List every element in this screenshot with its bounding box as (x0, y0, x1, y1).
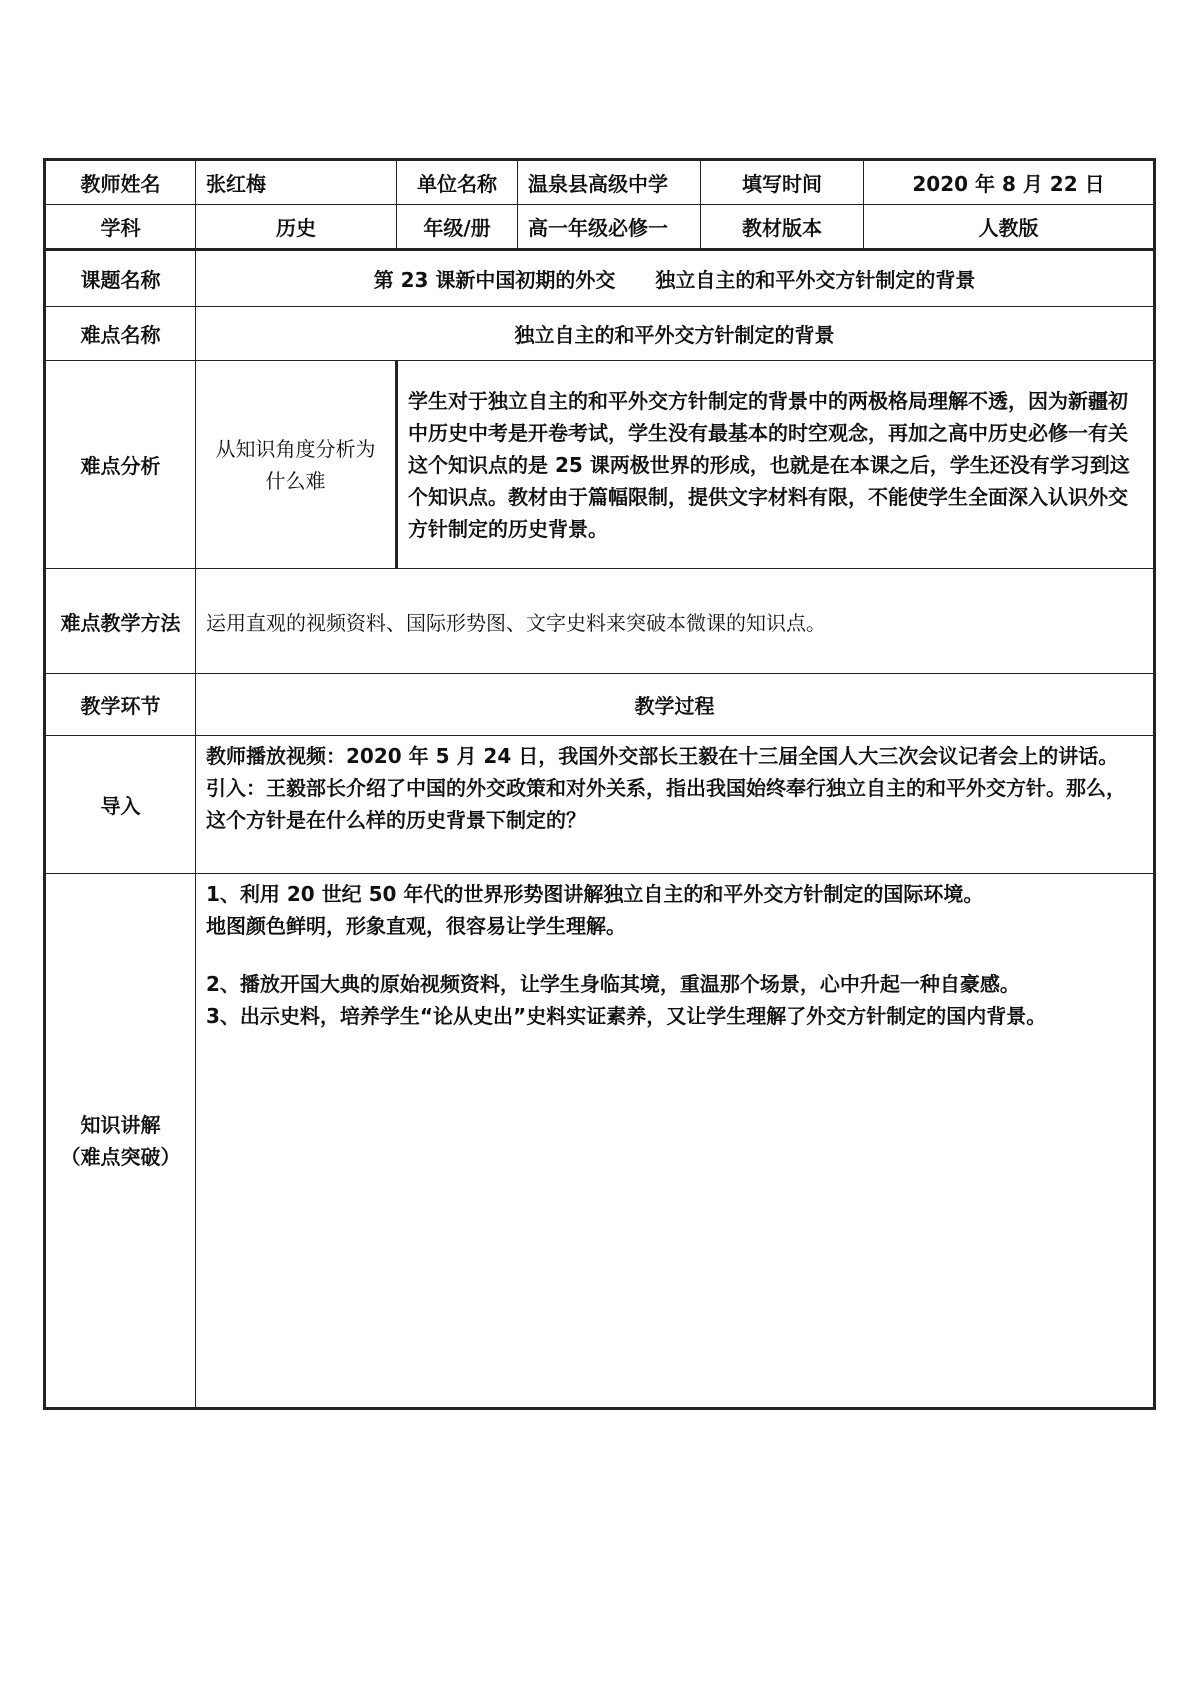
explain-label (45, 874, 196, 1409)
explain-item-1-note: 地图颜色鲜明，形象直观，很容易让学生理解。 (206, 914, 626, 938)
analysis-label: 难点分析 (45, 361, 196, 569)
intro-label: 导入 (45, 736, 196, 874)
analysis-row (45, 361, 1155, 569)
difficulty-row (45, 307, 1155, 361)
subject-value: 历史 (196, 205, 397, 250)
explain-label-line-2: （难点突破） (60, 1144, 181, 1169)
unit-value: 温泉县高级中学 (518, 160, 701, 205)
header-row-2 (45, 205, 1155, 250)
header-row-1 (45, 160, 1155, 205)
topic-row (45, 250, 1155, 307)
difficulty-label: 难点名称 (45, 307, 196, 361)
textbook-value: 人教版 (864, 205, 1155, 250)
explain-item-3: 3、出示史料，培养学生“论从史出”史料实证素养，又让学生理解了外交方针制定的国内背景。 (206, 1004, 1047, 1028)
difficulty-value: 独立自主的和平外交方针制定的背景 (196, 307, 1155, 361)
analysis-text: 学生对于独立自主的和平外交方针制定的背景中的两极格局理解不透，因为新疆初中历史中考是开卷考试，学生没有最基本的时空观念，再加之高中历史必修一有关这个知识点的是 25 课两极世界的形成，也就是在本课之后，学生还没有学习到这个知识点。教材由于篇幅限制，提供文字材料有限，不能使学生全面深入认识外交方针制定的历史背景。 (397, 361, 1155, 569)
grade-value: 高一年级必修一 (518, 205, 701, 250)
textbook-label: 教材版本 (701, 205, 864, 250)
intro-line-2: 引入：王毅部长介绍了中国的外交政策和对外关系，指出我国始终奉行独立自主的和平外交方针。那么，这个方针是在什么样的历史背景下制定的？ (206, 776, 1126, 832)
intro-row (45, 736, 1155, 874)
method-row (45, 569, 1155, 674)
lesson-plan-table (43, 158, 1156, 1410)
explain-spacer (206, 942, 1143, 968)
unit-label: 单位名称 (397, 160, 518, 205)
topic-label: 课题名称 (45, 250, 196, 307)
method-text: 运用直观的视频资料、国际形势图、文字史料来突破本微课的知识点。 (196, 569, 1155, 674)
explain-label-line-1: 知识讲解 (80, 1112, 161, 1137)
lesson-plan-form (43, 158, 1153, 1410)
explain-row (45, 874, 1155, 1409)
fill-time-label: 填写时间 (701, 160, 864, 205)
explain-content (196, 874, 1155, 1409)
explain-item-1: 1、利用 20 世纪 50 年代的世界形势图讲解独立自主的和平外交方针制定的国际环境。 (206, 882, 984, 906)
grade-label: 年级/册 (397, 205, 518, 250)
intro-text (196, 736, 1155, 874)
teacher-name-value: 张红梅 (196, 160, 397, 205)
explain-item-2: 2、播放开国大典的原始视频资料，让学生身临其境，重温那个场景，心中升起一种自豪感。 (206, 972, 1020, 996)
process-step-label: 教学环节 (45, 674, 196, 736)
subject-label: 学科 (45, 205, 196, 250)
analysis-angle (196, 361, 397, 569)
process-header-row (45, 674, 1155, 736)
method-label: 难点教学方法 (45, 569, 196, 674)
intro-line-1: 教师播放视频：2020 年 5 月 24 日，我国外交部长王毅在十三届全国人大三次会议记者会上的讲话。 (206, 744, 1119, 768)
topic-value: 第 23 课新中国初期的外交 独立自主的和平外交方针制定的背景 (196, 250, 1155, 307)
analysis-angle-line-1: 从知识角度分析为 (215, 436, 376, 461)
fill-time-value: 2020 年 8 月 22 日 (864, 160, 1155, 205)
teacher-name-label: 教师姓名 (45, 160, 196, 205)
analysis-angle-line-2: 什么难 (265, 468, 326, 493)
process-title: 教学过程 (196, 674, 1155, 736)
